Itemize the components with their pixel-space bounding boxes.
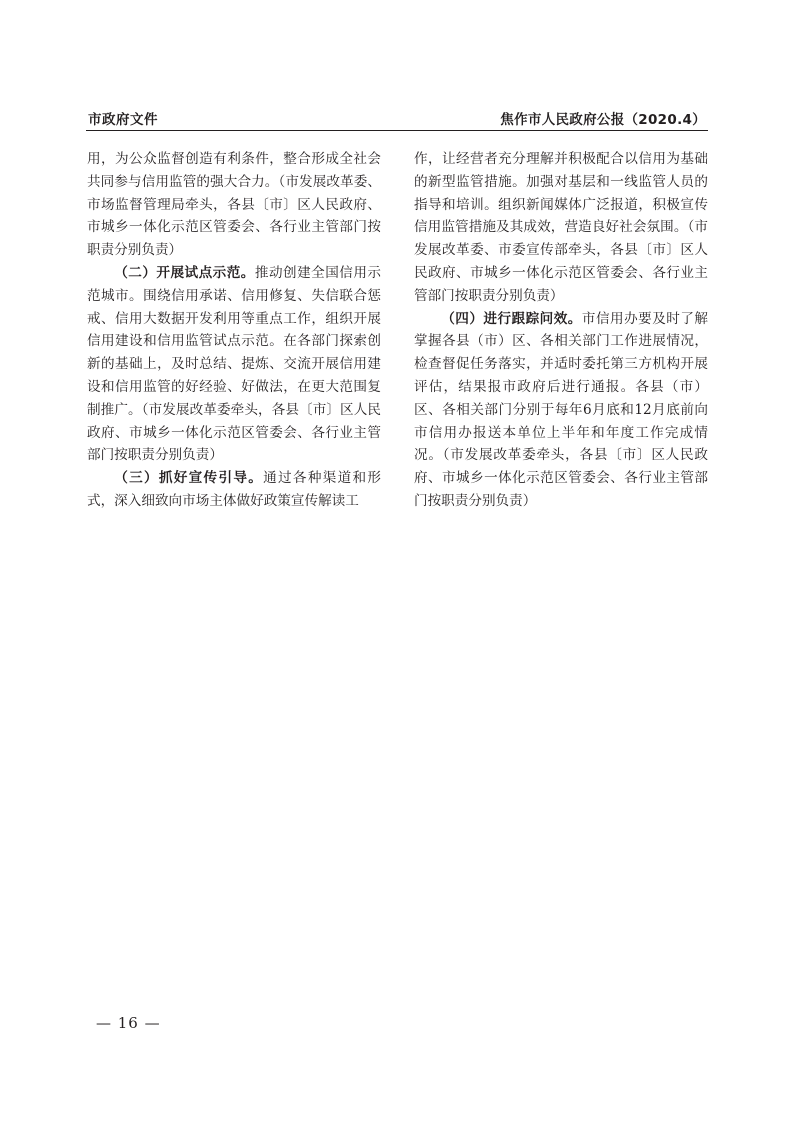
paragraph-heading: （三）抓好宣传引导。 xyxy=(114,470,264,487)
right-column xyxy=(414,148,708,513)
left-column xyxy=(87,148,381,513)
page-header xyxy=(86,104,708,131)
paragraph-tracking xyxy=(414,308,708,513)
section-label: 市政府文件 xyxy=(88,112,158,128)
paragraph-continuation xyxy=(414,148,708,308)
page-number: — 16 — xyxy=(96,1014,161,1032)
paragraph-heading: （二）开展试点示范。 xyxy=(114,264,255,281)
paragraph-text: 市信用办要及时了解掌握各县（市）区、各相关部门工作进展情况，检查督促任务落实，并适时委托第三方机构开展评估，结果报市政府后进行通报。各县（市）区、各相关部门分别于每年6月底和12月底前向市信用办报送本单位上半年和年度工作完成情况。（市发展改革委牵头，各县〔市〕区人民政府、市城乡一体化示范区管委会、各行业主管部门按职责分别负责） xyxy=(414,310,709,509)
publication-title: 焦作市人民政府公报（2020.4） xyxy=(500,112,706,128)
paragraph-publicity xyxy=(87,467,381,513)
paragraph-text: 通过各种渠道和形式，深入细致向市场主体做好政策宣传解读工 xyxy=(87,470,382,509)
paragraph-continuation xyxy=(87,148,381,262)
paragraph-text: 用，为公众监督创造有利条件，整合形成全社会共同参与信用监管的强大合力。（市发展改革委、市场监督管理局牵头，各县〔市〕区人民政府、市城乡一体化示范区管委会、各行业主管部门按职责分别负责） xyxy=(87,151,381,259)
paragraph-text: 作，让经营者充分理解并积极配合以信用为基础的新型监管措施。加强对基层和一线监管人员的指导和培训。组织新闻媒体广泛报道，积极宣传信用监管措施及其成效，营造良好社会氛围。（市发展改革委、市委宣传部牵头，各县〔市〕区人民政府、市城乡一体化示范区管委会、各行业主管部门按职责分别负责） xyxy=(414,151,708,304)
paragraph-text: 推动创建全国信用示范城市。围绕信用承诺、信用修复、失信联合惩戒、信用大数据开发利用等重点工作，组织开展信用建设和信用监管试点示范。在各部门探索创新的基础上，及时总结、提炼、交流开展信用建设和信用监管的好经验、好做法，在更大范围复制推广。（市发展改革委牵头，各县〔市〕区人民政府、市城乡一体化示范区管委会、各行业主管部门按职责分别负责） xyxy=(87,264,382,464)
paragraph-pilot-demo xyxy=(87,262,381,467)
paragraph-heading: （四）进行跟踪问效。 xyxy=(441,310,582,327)
